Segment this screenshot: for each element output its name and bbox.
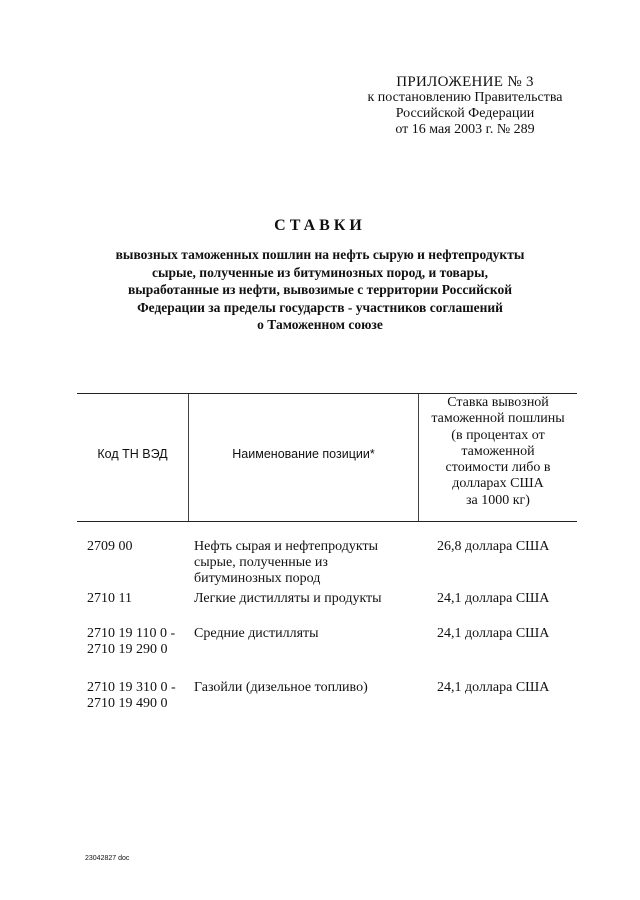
header-rate: [419, 395, 577, 509]
subtitle-line: выработанные из нефти, вывозимые с территории Российской: [127, 282, 513, 297]
annex-line-resolution: к постановлению Правительства: [367, 90, 563, 105]
row-code: [87, 539, 187, 555]
header-rate-line: стоимости либо в: [445, 460, 551, 476]
header-rate-line: за 1000 кг): [466, 492, 530, 508]
header-rate-line: таможенной: [461, 443, 535, 459]
annex-line-date: от 16 мая 2003 г. № 289: [395, 122, 535, 137]
row-code-line: 2710 19 110 0 -: [87, 626, 176, 641]
rates-table-header: [77, 393, 577, 522]
subtitle-line: Федерации за пределы государств - участников соглашений: [137, 299, 503, 315]
row-code-line: 2710 19 490 0: [87, 696, 168, 711]
document-title: СТАВКИ: [274, 217, 366, 234]
file-reference: 23042827 doc: [85, 855, 130, 862]
row-code: [87, 680, 187, 712]
row-rate: 26,8 доллара США: [437, 539, 550, 554]
row-code: [87, 591, 187, 607]
row-name-line: сырые, полученные из: [194, 555, 328, 570]
row-code-line: 2709 00: [87, 539, 133, 554]
annex-block: [330, 74, 600, 138]
row-name: [194, 591, 414, 607]
subtitle-line: о Таможенном союзе: [257, 317, 383, 332]
row-code-line: 2710 19 290 0: [87, 642, 168, 657]
row-name: [194, 626, 414, 642]
row-name-line: Средние дистилляты: [194, 626, 319, 641]
header-code: Код ТН ВЭД: [97, 447, 168, 461]
subtitle-line: сырые, полученные из битуминозных пород, и товары,: [151, 264, 489, 280]
row-name: [194, 680, 414, 696]
row-code-line: 2710 19 310 0 -: [87, 680, 176, 695]
annex-line-federation: Российской Федерации: [395, 106, 535, 121]
header-rate-line: Ставка вывозной: [447, 395, 549, 410]
row-name-line: Газойли (дизельное топливо): [194, 680, 368, 695]
header-rate-line: (в процентах от: [451, 427, 545, 443]
row-rate: 24,1 доллара США: [437, 680, 550, 695]
row-code: [87, 626, 187, 658]
header-name: Наименование позиции*: [232, 447, 375, 461]
row-name-line: битуминозных пород: [194, 571, 321, 586]
row-code-line: 2710 11: [87, 591, 132, 606]
row-name-line: Нефть сырая и нефтепродукты: [194, 539, 378, 554]
row-name-line: Легкие дистилляты и продукты: [194, 591, 382, 606]
header-rate-line: долларах США: [452, 476, 544, 492]
document-subtitle: [70, 246, 570, 334]
row-rate: 24,1 доллара США: [437, 591, 550, 606]
row-rate: 24,1 доллара США: [437, 626, 550, 641]
row-name: [194, 539, 414, 587]
header-rate-line: таможенной пошлины: [431, 411, 565, 427]
annex-title: ПРИЛОЖЕНИЕ № 3: [396, 74, 534, 90]
subtitle-line: вывозных таможенных пошлин на нефть сырую и нефтепродукты: [115, 247, 525, 262]
